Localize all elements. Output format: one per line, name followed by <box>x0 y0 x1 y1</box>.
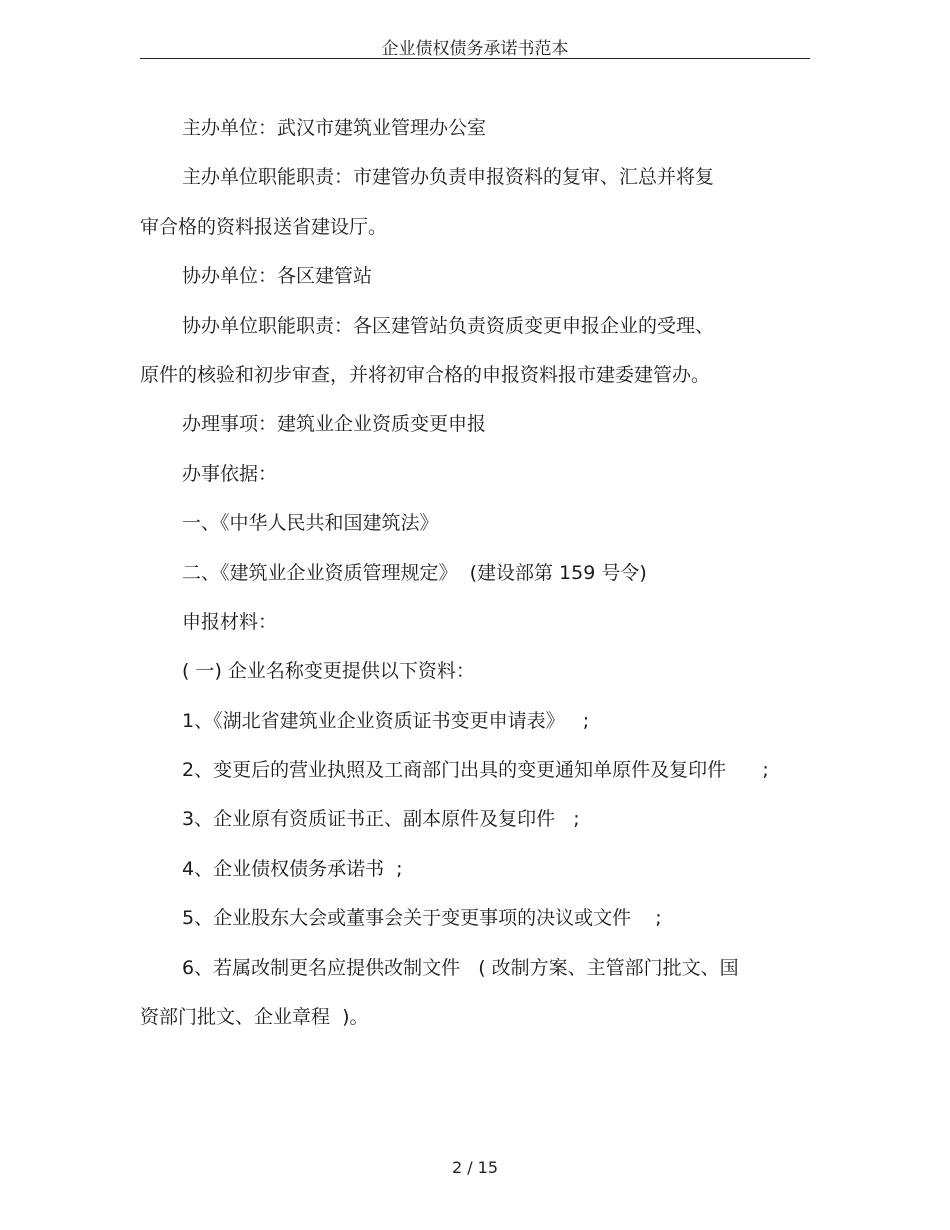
page-header-title: 企业债权债务承诺书范本 <box>381 39 569 59</box>
paragraph-line: 办理事项：建筑业企业资质变更申报 <box>182 413 487 436</box>
paragraph-line: 申报材料： <box>182 610 278 633</box>
document-body <box>140 108 830 1046</box>
paragraph-line: 二、《建筑业企业资质管理规定》 (建设部第 159 号令) <box>182 561 647 584</box>
list-item: 4、企业债权债务承诺书 ; <box>182 857 403 880</box>
paragraph-line: 资部门批文、企业章程 )。 <box>140 1006 369 1029</box>
paragraph-line: 办事依据： <box>182 462 278 485</box>
paragraph-line: 协办单位职能职责：各区建管站负责资质变更申报企业的受理、 <box>182 314 715 337</box>
paragraph-line: 主办单位职能职责：市建管办负责申报资料的复审、汇总并将复 <box>182 166 715 189</box>
list-item: 3、企业原有资质证书正、副本原件及复印件 ; <box>182 808 580 831</box>
paragraph-line: 审合格的资料报送省建设厅。 <box>140 215 388 238</box>
list-item: 6、若属改制更名应提供改制文件 ( 改制方案、主管部门批文、国 <box>182 956 739 979</box>
paragraph-line: 一、《中华人民共和国建筑法》 <box>182 512 439 535</box>
paragraph-line: 原件的核验和初步审查，并将初审合格的申报资料报市建委建管办。 <box>140 363 711 386</box>
list-item: 1、《湖北省建筑业企业资质证书变更申请表》 ; <box>182 709 590 732</box>
list-item: 2、变更后的营业执照及工商部门出具的变更通知单原件及复印件 ; <box>182 759 769 782</box>
page-number: 2 / 15 <box>451 1158 499 1177</box>
paragraph-line: 协办单位：各区建管站 <box>182 265 373 288</box>
list-item: 5、企业股东大会或董事会关于变更事项的决议或文件 ; <box>182 907 662 930</box>
header-divider <box>140 58 810 59</box>
paragraph-line: ( 一) 企业名称变更提供以下资料： <box>182 660 475 683</box>
paragraph-line: 主办单位：武汉市建筑业管理办公室 <box>182 117 487 139</box>
